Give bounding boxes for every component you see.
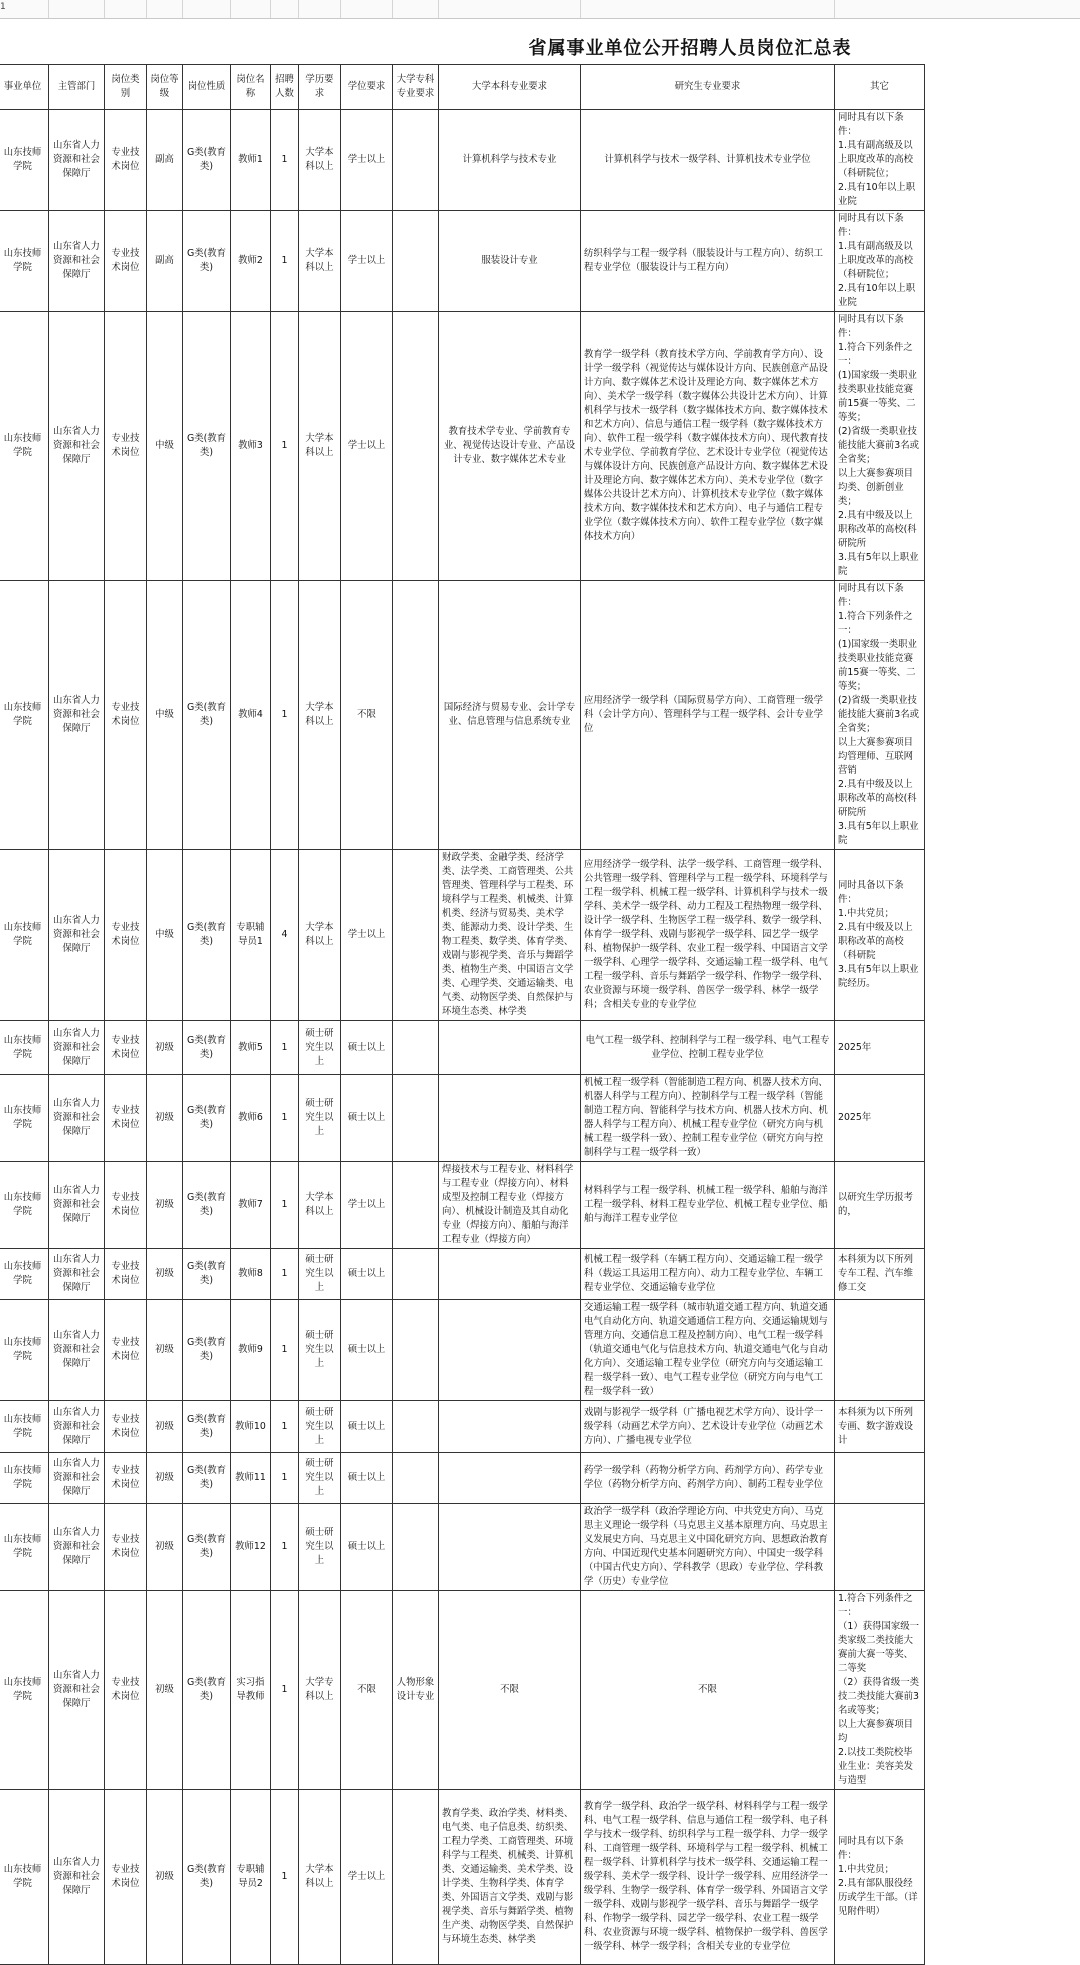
table-cell: 1	[271, 1249, 299, 1300]
table-cell: 硕士以上	[341, 1401, 393, 1453]
table-cell	[835, 1504, 925, 1591]
table-cell: 不限	[439, 1591, 581, 1790]
table-cell: 1	[271, 1162, 299, 1249]
table-cell: 山东省人力资源和社会保障厅	[49, 1591, 105, 1790]
table-cell: 同时具有以下条件： 1.中共党员； 2.具有部队服役经历或学生干部。（详见附件明）	[835, 1790, 925, 1965]
table-cell: 纺织科学与工程一级学科（服装设计与工程方向）、纺织工程专业学位（服装设计与工程方向）	[581, 211, 835, 312]
table-cell: 专职辅导员1	[231, 850, 271, 1021]
header-cell: 事业单位	[0, 65, 49, 110]
table-row	[0, 1790, 925, 1965]
table-cell: 山东省人力资源和社会保障厅	[49, 1162, 105, 1249]
table-cell: 1.符合下列条件之一： （1）获得国家级一类家级二类技能大赛前大赛一等奖、二等奖 （2）获得省级一类技二类技能大赛前3名或等奖； 以上大赛参赛项目均 2.以技工类院校毕业生业：美容美发与造型	[835, 1591, 925, 1790]
table-cell: 专业技术岗位	[105, 110, 147, 211]
strip-cell	[270, 0, 299, 18]
strip-cell	[392, 0, 439, 18]
table-cell: G类(教育类)	[183, 1591, 231, 1790]
table-cell: 山东省人力资源和社会保障厅	[49, 1249, 105, 1300]
table-cell: 硕士研究生以上	[299, 1075, 341, 1162]
table-cell	[835, 1300, 925, 1401]
table-cell: 学士以上	[341, 1790, 393, 1965]
page-title-text: 省属事业单位公开招聘人员岗位汇总表	[528, 38, 852, 59]
table-cell: 山东技师学院	[0, 1021, 49, 1075]
table-cell: 同时具有以下条件： 1.符合下列条件之一： (1)国家级一类职业技类职业技能竞赛前15赛一等奖、二等奖； (2)省级一类职业技能技能大赛前3名或全省奖； 以上大赛参赛项目均管理师、互联网营销 2.具有中级及以上职称改革的高校(科研院所 3.具有5年以上职业院	[835, 581, 925, 850]
table-cell: 硕士以上	[341, 1504, 393, 1591]
table-cell: 教育学一级学科（教育技术学方向、学前教育学方向）、设计学一级学科（视觉传达与媒体设计方向、民族创意产品设计方向、数字媒体艺术设计及理论方向、数字媒体艺术方向）、美术学一级学科（数字媒体公共设计艺术方向）、计算机科学与技术一级学科（数字媒体技术方向、数字媒体技术和艺术方向）、信息与通信工程一级学科（数字媒体技术方向）、软件工程一级学科（数字媒体技术方向）、现代教育技术专业学位、学前教育学位、艺术设计专业学位（视觉传达与媒体设计方向、民族创意产品设计方向、数字媒体艺术设计及理论方向、数字媒体艺术方向）、美术专业学位（数字媒体公共设计艺术方向）、计算机技术专业学位（数字媒体技术方向、数字媒体技术和艺术方向）、电子与通信工程专业学位（数字媒体技术方向）、软件工程专业学位（数字媒体技术方向）	[581, 312, 835, 581]
table-cell: 山东技师学院	[0, 312, 49, 581]
header-cell: 学历要求	[299, 65, 341, 110]
table-cell: 教育技术学专业、学前教育专业、视觉传达设计专业、产品设计专业、数字媒体艺术专业	[439, 312, 581, 581]
table-cell: 山东省人力资源和社会保障厅	[49, 850, 105, 1021]
table-row	[0, 1249, 925, 1300]
table-cell: 学士以上	[341, 110, 393, 211]
table-cell: G类(教育类)	[183, 1021, 231, 1075]
table-row	[0, 110, 925, 211]
table-cell: 交通运输工程一级学科（城市轨道交通工程方向、轨道交通电气自动化方向、轨道交通通信工程方向、交通运输规划与管理方向、交通信息工程及控制方向）、电气工程一级学科（轨道交通电气化与信息技术方向、轨道交通电气化与自动化方向）、交通运输工程专业学位（研究方向与交通运输工程一级学科一致）、电气工程专业学位（研究方向与电气工程一级学科一致）	[581, 1300, 835, 1401]
header-cell: 大学本科专业要求	[439, 65, 581, 110]
strip-cell	[48, 0, 105, 18]
table-cell: 初级	[147, 1591, 183, 1790]
spreadsheet-column-strip	[0, 0, 1080, 19]
table-cell: G类(教育类)	[183, 1162, 231, 1249]
table-cell: 初级	[147, 1021, 183, 1075]
table-cell	[393, 110, 439, 211]
table-cell: 教师1	[231, 110, 271, 211]
table-cell: 焊接技术与工程专业、材料科学与工程专业（焊接方向）、材料成型及控制工程专业（焊接方向）、机械设计制造及其自动化专业（焊接方向）、船舶与海洋工程专业（焊接方向）	[439, 1162, 581, 1249]
table-cell: 大学本科以上	[299, 211, 341, 312]
table-cell	[439, 1300, 581, 1401]
table-cell: 人物形象设计专业	[393, 1591, 439, 1790]
table-row	[0, 1075, 925, 1162]
table-cell	[393, 1790, 439, 1965]
strip-cell	[182, 0, 231, 18]
header-cell: 岗位等级	[147, 65, 183, 110]
table-cell: 政治学一级学科（政治学理论方向、中共党史方向）、马克思主义理论一级学科（马克思主义基本原理方向、马克思主义发展史方向、马克思主义中国化研究方向、思想政治教育方向、中国近现代史基本问题研究方向）、中国史一级学科（中国古代史方向）、学科教学（思政）专业学位、学科教学（历史）专业学位	[581, 1504, 835, 1591]
table-cell: 专业技术岗位	[105, 1300, 147, 1401]
table-cell	[393, 1504, 439, 1591]
table-cell: 专业技术岗位	[105, 1249, 147, 1300]
table-cell: 不限	[341, 581, 393, 850]
table-cell: 山东省人力资源和社会保障厅	[49, 1021, 105, 1075]
strip-cell	[438, 0, 581, 18]
table-cell: 1	[271, 1401, 299, 1453]
table-cell: 硕士研究生以上	[299, 1021, 341, 1075]
table-cell: 同时具备以下条件： 1.中共党员； 2.具有中级及以上职称改革的高校（科研院 3.具有5年以上职业院经历。	[835, 850, 925, 1021]
table-cell: 大学本科以上	[299, 1790, 341, 1965]
table-cell: 学士以上	[341, 1162, 393, 1249]
table-cell: 教师2	[231, 211, 271, 312]
table-row	[0, 312, 925, 581]
table-cell: 教师10	[231, 1401, 271, 1453]
table-cell	[393, 1075, 439, 1162]
table-cell: 专业技术岗位	[105, 850, 147, 1021]
table-cell: 学士以上	[341, 211, 393, 312]
table-cell: 大学本科以上	[299, 110, 341, 211]
table-cell	[835, 1453, 925, 1504]
table-cell: 教师9	[231, 1300, 271, 1401]
page-title	[0, 34, 1080, 60]
table-cell: 4	[271, 850, 299, 1021]
table-body	[0, 110, 925, 1965]
table-cell: 专职辅导员2	[231, 1790, 271, 1965]
table-cell: 山东省人力资源和社会保障厅	[49, 1401, 105, 1453]
header-cell: 其它	[835, 65, 925, 110]
table-cell: 机械工程一级学科（车辆工程方向）、交通运输工程一级学科（载运工具运用工程方向）、动力工程专业学位、车辆工程专业学位、交通运输专业学位	[581, 1249, 835, 1300]
table-row	[0, 1162, 925, 1249]
table-cell: 2025年	[835, 1075, 925, 1162]
table-cell: 同时具有以下条件： 1.具有副高级及以上职度改革的高校（科研院位； 2.具有10年以上职业院	[835, 211, 925, 312]
table-cell	[439, 1504, 581, 1591]
table-cell: 机械工程一级学科（智能制造工程方向、机器人技术方向、机器人科学与工程方向）、控制科学与工程一级学科（智能制造工程方向、智能科学与技术方向、机器人技术方向、机器人科学与工程方向）、机械工程专业学位（研究方向与机械工程一级学科一致）、控制工程专业学位（研究方向与控制科学与工程一级学科一致）	[581, 1075, 835, 1162]
table-row	[0, 1401, 925, 1453]
table-cell: G类(教育类)	[183, 110, 231, 211]
table-row	[0, 1453, 925, 1504]
table-cell: 中级	[147, 312, 183, 581]
table-cell: 初级	[147, 1401, 183, 1453]
table-cell: 计算机科学与技术一级学科、计算机技术专业学位	[581, 110, 835, 211]
table-cell: 专业技术岗位	[105, 1591, 147, 1790]
table-cell: 教育学一级学科、政治学一级学科、材料科学与工程一级学科、电气工程一级学科、信息与通信工程一级学科、电子科学与技术一级学科、纺织科学与工程一级学科、力学一级学科、工商管理一级学科、环境科学与工程一级学科、机械工程一级学科、计算机科学与技术一级学科、交通运输工程一级学科、美术学一级学科、设计学一级学科、应用经济学一级学科、生物学一级学科、体育学一级学科、外国语言文学一级学科、戏剧与影视学一级学科、音乐与舞蹈学一级学科、作物学一级学科、园艺学一级学科、农业工程一级学科、农业资源与环境一级学科、植物保护一级学科、兽医学一级学科、林学一级学科；含相关专业的专业学位	[581, 1790, 835, 1965]
table-cell: 山东技师学院	[0, 850, 49, 1021]
table-cell: 国际经济与贸易专业、会计学专业、信息管理与信息系统专业	[439, 581, 581, 850]
table-cell: 以研究生学历报考的，	[835, 1162, 925, 1249]
table-cell: 同时具有以下条件： 1.具有副高级及以上职度改革的高校（科研院位； 2.具有10年以上职业院	[835, 110, 925, 211]
table-cell	[439, 1401, 581, 1453]
table-cell: 初级	[147, 1162, 183, 1249]
table-cell: 教师12	[231, 1504, 271, 1591]
table-cell: 副高	[147, 110, 183, 211]
table-cell: 应用经济学一级学科（国际贸易学方向）、工商管理一级学科（会计学方向）、管理科学与工程一级学科、会计专业学位	[581, 581, 835, 850]
table-cell: G类(教育类)	[183, 211, 231, 312]
strip-cell	[340, 0, 393, 18]
table-cell: 1	[271, 1591, 299, 1790]
table-cell: 山东省人力资源和社会保障厅	[49, 1790, 105, 1965]
table-cell: 硕士以上	[341, 1021, 393, 1075]
table-cell	[439, 1021, 581, 1075]
table-cell: 教师5	[231, 1021, 271, 1075]
table-cell	[393, 1453, 439, 1504]
header-cell: 岗位性质	[183, 65, 231, 110]
table-cell: 山东省人力资源和社会保障厅	[49, 1300, 105, 1401]
table-cell: 山东技师学院	[0, 1790, 49, 1965]
table-cell	[439, 1453, 581, 1504]
strip-cell	[104, 0, 147, 18]
table-cell: 同时具有以下条件： 1.符合下列条件之一： (1)国家级一类职业技类职业技能竞赛前15赛一等奖、二等奖； (2)省级一类职业技能技能大赛前3名或全省奖； 以上大赛参赛项目均类、创新创业类； 2.具有中级及以上职称改革的高校(科研院所 3.具有5年以上职业院	[835, 312, 925, 581]
strip-cell	[146, 0, 183, 18]
table-cell: 初级	[147, 1453, 183, 1504]
table-cell: 山东技师学院	[0, 211, 49, 312]
table-cell: 1	[271, 1453, 299, 1504]
table-cell: 1	[271, 1504, 299, 1591]
table-cell	[393, 1249, 439, 1300]
table-cell: 大学本科以上	[299, 1162, 341, 1249]
table-cell: 本科须为以下所列专车工程、汽车维修工交	[835, 1249, 925, 1300]
header-cell: 招聘人数	[271, 65, 299, 110]
table-cell: 学士以上	[341, 312, 393, 581]
table-cell: 山东省人力资源和社会保障厅	[49, 110, 105, 211]
table-cell	[439, 1075, 581, 1162]
table-cell: 山东技师学院	[0, 1453, 49, 1504]
table-cell: 教育学类、政治学类、材料类、电气类、电子信息类、纺织类、工程力学类、工商管理类、环境科学与工程类、机械类、计算机类、交通运输类、美术学类、设计学类、生物科学类、体育学类、外国语言文学类、戏剧与影视学类、音乐与舞蹈学类、植物生产类、动物医学类、自然保护与环境生态类、林学类	[439, 1790, 581, 1965]
table-cell: 教师6	[231, 1075, 271, 1162]
table-cell	[393, 312, 439, 581]
table-cell: 山东省人力资源和社会保障厅	[49, 1453, 105, 1504]
table-cell: 专业技术岗位	[105, 581, 147, 850]
table-cell: 计算机科学与技术专业	[439, 110, 581, 211]
table-cell: 专业技术岗位	[105, 1401, 147, 1453]
table-cell: 中级	[147, 581, 183, 850]
table-cell: 山东技师学院	[0, 1591, 49, 1790]
table-cell: 硕士以上	[341, 1075, 393, 1162]
table-cell: 山东技师学院	[0, 1249, 49, 1300]
table-cell	[393, 581, 439, 850]
table-cell: 山东省人力资源和社会保障厅	[49, 1504, 105, 1591]
table-cell: 硕士以上	[341, 1249, 393, 1300]
table-cell: 山东技师学院	[0, 581, 49, 850]
table-cell: 专业技术岗位	[105, 1453, 147, 1504]
table-cell: G类(教育类)	[183, 1790, 231, 1965]
table-cell: 财政学类、金融学类、经济学类、法学类、工商管理类、公共管理类、管理科学与工程类、环境科学与工程类、机械类、计算机类、经济与贸易类、美术学类、能源动力类、设计学类、生物工程类、数学类、体育学类、戏剧与影视学类、音乐与舞蹈学类、植物生产类、中国语言文学类、心理学类、交通运输类、电气类、动物医学类、自然保护与环境生态类、林学类	[439, 850, 581, 1021]
table-cell: G类(教育类)	[183, 1075, 231, 1162]
table-row	[0, 581, 925, 850]
header-cell: 岗位类别	[105, 65, 147, 110]
table-cell: 电气工程一级学科、控制科学与工程一级学科、电气工程专业学位、控制工程专业学位	[581, 1021, 835, 1075]
table-cell: 山东省人力资源和社会保障厅	[49, 581, 105, 850]
table-cell: 大学本科以上	[299, 312, 341, 581]
header-cell: 研究生专业要求	[581, 65, 835, 110]
table-cell	[393, 1021, 439, 1075]
table-cell: 山东省人力资源和社会保障厅	[49, 211, 105, 312]
table-cell: 山东技师学院	[0, 1162, 49, 1249]
table-cell: 学士以上	[341, 850, 393, 1021]
table-cell	[393, 850, 439, 1021]
table-cell: 硕士研究生以上	[299, 1504, 341, 1591]
table-cell: 应用经济学一级学科、法学一级学科、工商管理一级学科、公共管理一级学科、管理科学与工程一级学科、环境科学与工程一级学科、机械工程一级学科、计算机科学与技术一级学科、美术学一级学科、动力工程及工程热物理一级学科、设计学一级学科、生物医学工程一级学科、数学一级学科、体育学一级学科、戏剧与影视学一级学科、园艺学一级学科、植物保护一级学科、农业工程一级学科、中国语言文学一级学科、心理学一级学科、交通运输工程一级学科、电气工程一级学科、音乐与舞蹈学一级学科、作物学一级学科、农业资源与环境一级学科、兽医学一级学科、林学一级学科；含相关专业的专业学位	[581, 850, 835, 1021]
table-cell: 副高	[147, 211, 183, 312]
table-cell: 教师11	[231, 1453, 271, 1504]
table-cell: 材料科学与工程一级学科、机械工程一级学科、船舶与海洋工程一级学科、材料工程专业学位、机械工程专业学位、船舶与海洋工程专业学位	[581, 1162, 835, 1249]
table-cell: 1	[271, 581, 299, 850]
table-cell: 1	[271, 1300, 299, 1401]
table-cell: 不限	[341, 1591, 393, 1790]
table-cell: 专业技术岗位	[105, 1075, 147, 1162]
table-cell: G类(教育类)	[183, 312, 231, 581]
table-cell: 初级	[147, 1790, 183, 1965]
table-cell: 专业技术岗位	[105, 1504, 147, 1591]
table-cell: G类(教育类)	[183, 581, 231, 850]
table-cell: 初级	[147, 1504, 183, 1591]
table-cell: 教师3	[231, 312, 271, 581]
table-cell: 山东技师学院	[0, 110, 49, 211]
table-cell: 2025年	[835, 1021, 925, 1075]
table-cell	[393, 211, 439, 312]
table-row	[0, 1504, 925, 1591]
table-cell: 专业技术岗位	[105, 1790, 147, 1965]
strip-cell	[0, 0, 49, 18]
table-cell: 1	[271, 1021, 299, 1075]
table-cell: G类(教育类)	[183, 1300, 231, 1401]
strip-cell	[580, 0, 835, 18]
table-cell: 服装设计专业	[439, 211, 581, 312]
header-cell: 学位要求	[341, 65, 393, 110]
table-cell: 教师8	[231, 1249, 271, 1300]
job-table	[0, 64, 925, 1965]
table-cell	[439, 1249, 581, 1300]
table-cell: G类(教育类)	[183, 1453, 231, 1504]
table-row	[0, 211, 925, 312]
sheet-label: 1	[0, 2, 6, 12]
table-row	[0, 850, 925, 1021]
table-cell	[393, 1401, 439, 1453]
table-cell: 不限	[581, 1591, 835, 1790]
table-cell: 硕士以上	[341, 1300, 393, 1401]
table-cell	[393, 1300, 439, 1401]
table-cell: 山东技师学院	[0, 1075, 49, 1162]
table-cell: 硕士研究生以上	[299, 1401, 341, 1453]
table-cell: 山东技师学院	[0, 1504, 49, 1591]
table-cell: 专业技术岗位	[105, 211, 147, 312]
header-cell: 大学专科专业要求	[393, 65, 439, 110]
strip-cell	[298, 0, 341, 18]
table-cell: 专业技术岗位	[105, 312, 147, 581]
table-cell: 专业技术岗位	[105, 1021, 147, 1075]
table-cell: 1	[271, 1790, 299, 1965]
table-cell: G类(教育类)	[183, 1504, 231, 1591]
table-cell: 药学一级学科（药物分析学方向、药剂学方向）、药学专业学位（药物分析学方向、药剂学方向）、制药工程专业学位	[581, 1453, 835, 1504]
header-cell: 主管部门	[49, 65, 105, 110]
table-cell: G类(教育类)	[183, 1401, 231, 1453]
header-cell: 岗位名称	[231, 65, 271, 110]
table-cell: 1	[271, 1075, 299, 1162]
table-cell: 实习指导教师	[231, 1591, 271, 1790]
table-cell: 初级	[147, 1075, 183, 1162]
table-cell: 戏剧与影视学一级学科（广播电视艺术学方向）、设计学一级学科（动画艺术学方向）、艺术设计专业学位（动画艺术方向）、广播电视专业学位	[581, 1401, 835, 1453]
table-row	[0, 1591, 925, 1790]
table-cell: 1	[271, 211, 299, 312]
table-cell: 山东技师学院	[0, 1300, 49, 1401]
table-cell: 教师7	[231, 1162, 271, 1249]
table-cell: 硕士研究生以上	[299, 1300, 341, 1401]
table-cell: 初级	[147, 1300, 183, 1401]
table-row	[0, 1300, 925, 1401]
header-row	[0, 65, 925, 110]
table-cell: 本科须为以下所列专画、数字游戏设计	[835, 1401, 925, 1453]
table-cell	[393, 1162, 439, 1249]
table-cell: 专业技术岗位	[105, 1162, 147, 1249]
table-cell: G类(教育类)	[183, 1249, 231, 1300]
table-cell: 硕士研究生以上	[299, 1249, 341, 1300]
table-cell: 大学本科以上	[299, 581, 341, 850]
strip-cell	[230, 0, 271, 18]
table-cell: 教师4	[231, 581, 271, 850]
table-cell: 硕士以上	[341, 1453, 393, 1504]
table-cell: 1	[271, 110, 299, 211]
table-cell: 山东技师学院	[0, 1401, 49, 1453]
table-row	[0, 1021, 925, 1075]
table-cell: 中级	[147, 850, 183, 1021]
table-cell: G类(教育类)	[183, 850, 231, 1021]
table-cell: 初级	[147, 1249, 183, 1300]
table-cell: 大学专科以上	[299, 1591, 341, 1790]
table-header	[0, 65, 925, 110]
table-cell: 1	[271, 312, 299, 581]
table-cell: 山东省人力资源和社会保障厅	[49, 312, 105, 581]
table-cell: 大学本科以上	[299, 850, 341, 1021]
table-cell: 山东省人力资源和社会保障厅	[49, 1075, 105, 1162]
table-cell: 硕士研究生以上	[299, 1453, 341, 1504]
